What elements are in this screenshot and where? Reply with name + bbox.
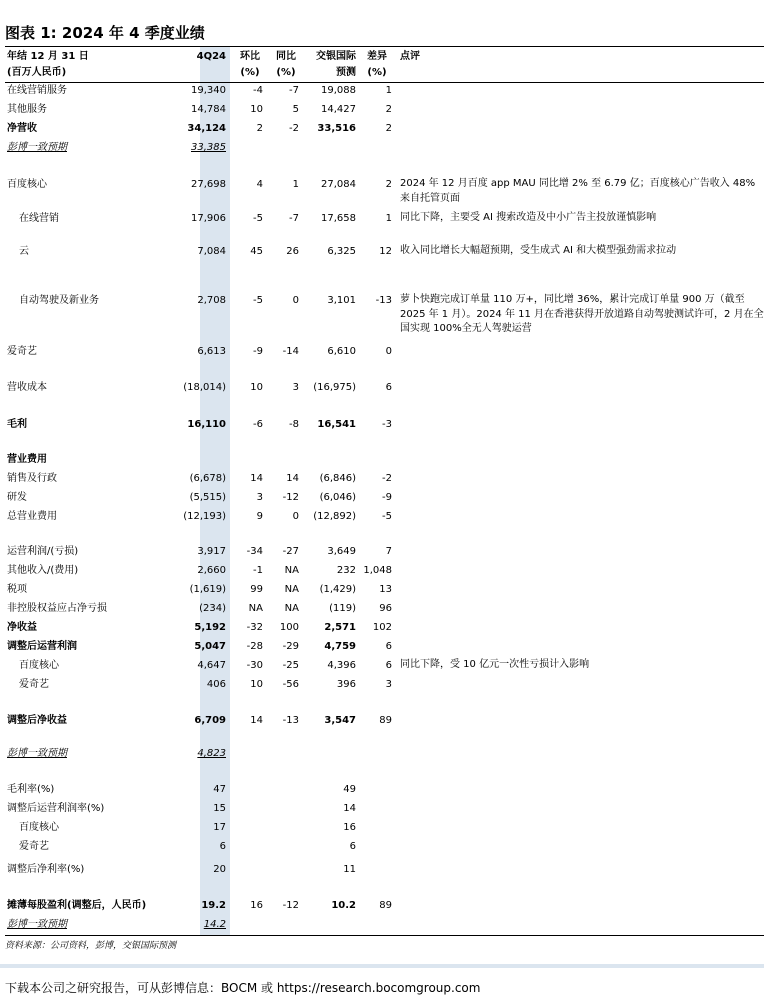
cell-qoq: -5: [253, 213, 263, 224]
cell-yoy: NA: [284, 603, 299, 614]
row-label: 彭博一致预期: [7, 919, 67, 930]
cell-yoy: -2: [289, 123, 299, 134]
cell-yoy: 1: [292, 179, 299, 190]
header-diff-unit: (%): [367, 67, 387, 78]
row-label: 其他服务: [7, 104, 47, 115]
cell-4q24: 27,698: [191, 179, 226, 190]
cell-diff: 6: [385, 382, 392, 393]
cell-qoq: 10: [250, 382, 263, 393]
cell-bocom-est: 14: [343, 803, 356, 814]
cell-diff: 1,048: [363, 565, 392, 576]
row-label: 调整后运营利润率(%): [7, 803, 105, 814]
cell-4q24: 19,340: [191, 85, 226, 96]
cell-diff: 13: [379, 584, 392, 595]
cell-diff: 1: [385, 85, 392, 96]
cell-4q24: (6,678): [189, 473, 226, 484]
cell-bocom-est: 14,427: [321, 104, 356, 115]
cell-yoy: 0: [292, 295, 299, 306]
table-row: [0, 839, 764, 855]
table-row: [0, 471, 764, 487]
cell-4q24: 5,192: [194, 622, 226, 633]
row-label: 在线营销服务: [7, 85, 67, 96]
cell-4q24: 14,784: [191, 104, 226, 115]
cell-yoy: -7: [289, 213, 299, 224]
table-row: [0, 801, 764, 817]
cell-diff: -13: [375, 295, 392, 306]
table-row: [0, 862, 764, 878]
row-label: 爱奇艺: [7, 346, 37, 357]
header-label-line2: (百万人民币): [7, 67, 67, 78]
row-label: 营业费用: [7, 454, 47, 465]
cell-diff: 3: [385, 679, 392, 690]
cell-diff: 2: [385, 123, 392, 134]
cell-4q24: 7,084: [197, 246, 226, 257]
cell-4q24: 6: [219, 841, 226, 852]
cell-bocom-est: 17,658: [321, 213, 356, 224]
table-row: [0, 639, 764, 655]
cell-diff: 12: [379, 246, 392, 257]
header-qoq: 环比: [240, 51, 260, 62]
cell-yoy: 5: [292, 104, 299, 115]
cell-qoq: -4: [253, 85, 263, 96]
cell-yoy: -56: [282, 679, 299, 690]
cell-bocom-est: 19,088: [321, 85, 356, 96]
table-row: [0, 677, 764, 693]
row-label: 运营利润/(亏损): [7, 546, 79, 557]
row-label: 彭博一致预期: [7, 142, 67, 153]
cell-yoy: 14: [286, 473, 299, 484]
cell-4q24: 5,047: [194, 641, 226, 652]
cell-4q24: 406: [206, 679, 226, 690]
cell-bocom-est: 232: [336, 565, 356, 576]
cell-diff: 2: [385, 104, 392, 115]
cell-qoq: 10: [250, 104, 263, 115]
cell-bocom-est: 6: [349, 841, 356, 852]
cell-diff: 2: [385, 179, 392, 190]
cell-qoq: 10: [250, 679, 263, 690]
cell-comment: 萝卜快跑完成订单量 110 万+，同比增 36%，累计完成订单量 900 万（截至 2025 年 1 月）。2024 年 11 月在香港获得开放道路自动驾驶测试许可，2 月在全国实现 100%全无人驾驶运营: [400, 294, 764, 334]
cell-4q24: 4,823: [197, 748, 226, 759]
row-label: 销售及行政: [7, 473, 57, 484]
cell-bocom-est: 6,325: [327, 246, 356, 257]
table-row: [0, 140, 764, 156]
table-row: [0, 490, 764, 506]
cell-qoq: -32: [246, 622, 263, 633]
row-label: 调整后运营利润: [7, 641, 77, 652]
cell-bocom-est: 33,516: [317, 123, 356, 134]
header-bocom-est: 交银国际: [316, 51, 356, 62]
row-label: 摊薄每股盈利(调整后，人民币): [7, 900, 147, 911]
row-label: 爱奇艺: [19, 679, 49, 690]
row-label: 其他收入/(费用): [7, 565, 79, 576]
source-note: 资料来源：公司资料，彭博，交银国际预测: [5, 941, 177, 951]
header-bocom-est-2: 预测: [336, 67, 356, 78]
cell-bocom-est: (6,046): [319, 492, 356, 503]
table-row: [0, 898, 764, 914]
cell-qoq: 4: [256, 179, 263, 190]
cell-yoy: NA: [284, 584, 299, 595]
cell-4q24: (5,515): [189, 492, 226, 503]
cell-diff: 0: [385, 346, 392, 357]
table-row: [0, 83, 764, 99]
cell-4q24: (18,014): [183, 382, 226, 393]
cell-yoy: -12: [282, 492, 299, 503]
cell-diff: 102: [372, 622, 392, 633]
footer-bar: [0, 964, 764, 968]
cell-yoy: -25: [282, 660, 299, 671]
table-bottom-rule: [5, 935, 764, 936]
cell-4q24: (1,619): [189, 584, 226, 595]
cell-qoq: -28: [246, 641, 263, 652]
cell-yoy: -13: [282, 715, 299, 726]
cell-qoq: -34: [246, 546, 263, 557]
cell-bocom-est: 4,759: [324, 641, 356, 652]
cell-diff: -5: [382, 511, 392, 522]
cell-yoy: 100: [279, 622, 299, 633]
row-label: 彭博一致预期: [7, 748, 67, 759]
cell-4q24: 4,647: [197, 660, 226, 671]
cell-bocom-est: 16,541: [317, 419, 356, 430]
table-row: [0, 746, 764, 762]
cell-comment: 收入同比增长大幅超预期，受生成式 AI 和大模型强劲需求拉动: [400, 245, 677, 256]
cell-qoq: 16: [250, 900, 263, 911]
cell-bocom-est: 10.2: [331, 900, 356, 911]
cell-qoq: 3: [256, 492, 263, 503]
table-row: [0, 293, 764, 334]
cell-yoy: -29: [282, 641, 299, 652]
table-row: [0, 917, 764, 933]
cell-4q24: 6,613: [197, 346, 226, 357]
cell-qoq: -6: [253, 419, 263, 430]
row-label: 调整后净利率(%): [7, 864, 85, 875]
cell-bocom-est: (6,846): [319, 473, 356, 484]
cell-bocom-est: (119): [329, 603, 356, 614]
table-row: [0, 417, 764, 433]
cell-comment: 同比下降，主要受 AI 搜索改造及中小广告主投放谨慎影响: [400, 212, 657, 223]
table-row: [0, 211, 764, 227]
header-yoy-unit: (%): [276, 67, 296, 78]
cell-diff: 89: [379, 900, 392, 911]
table-row: [0, 601, 764, 617]
table-row: [0, 452, 764, 468]
cell-4q24: 6,709: [194, 715, 226, 726]
cell-4q24: 2,708: [197, 295, 226, 306]
cell-qoq: -9: [253, 346, 263, 357]
table-row: [0, 102, 764, 118]
cell-4q24: 33,385: [191, 142, 226, 153]
cell-diff: 96: [379, 603, 392, 614]
cell-bocom-est: 16: [343, 822, 356, 833]
table-row: [0, 244, 764, 260]
cell-yoy: NA: [284, 565, 299, 576]
cell-bocom-est: (12,892): [313, 511, 356, 522]
header-qoq-unit: (%): [240, 67, 260, 78]
table-row: [0, 620, 764, 636]
cell-4q24: 16,110: [187, 419, 226, 430]
cell-4q24: (234): [199, 603, 226, 614]
cell-qoq: -5: [253, 295, 263, 306]
cell-qoq: 99: [250, 584, 263, 595]
cell-bocom-est: (1,429): [319, 584, 356, 595]
cell-bocom-est: 49: [343, 784, 356, 795]
cell-bocom-est: 11: [343, 864, 356, 875]
cell-4q24: 2,660: [197, 565, 226, 576]
cell-4q24: 17,906: [191, 213, 226, 224]
table-top-rule: [5, 46, 764, 47]
cell-diff: 6: [385, 660, 392, 671]
footer-text: 下载本公司之研究报告，可从彭博信息：BOCM 或 https://research.bocomgroup.com: [5, 981, 481, 995]
header-4q24: 4Q24: [196, 51, 226, 62]
table-row: [0, 713, 764, 729]
header-comment: 点评: [400, 51, 420, 62]
figure-title: 图表 1: 2024 年 4 季度业绩: [5, 24, 205, 42]
cell-qoq: -30: [246, 660, 263, 671]
header-yoy: 同比: [276, 51, 296, 62]
cell-bocom-est: 3,547: [324, 715, 356, 726]
cell-comment: 2024 年 12 月百度 app MAU 同比增 2% 至 6.79 亿；百度核心广告收入 48%来自托管页面: [400, 178, 756, 204]
table-row: [0, 820, 764, 836]
cell-bocom-est: 3,649: [327, 546, 356, 557]
table-row: [0, 782, 764, 798]
row-label: 营收成本: [7, 382, 47, 393]
table-row: [0, 121, 764, 137]
cell-4q24: 19.2: [201, 900, 226, 911]
row-label: 毛利率(%): [7, 784, 55, 795]
cell-yoy: 0: [292, 511, 299, 522]
cell-4q24: 3,917: [197, 546, 226, 557]
cell-comment: 同比下降，受 10 亿元一次性亏损计入影响: [400, 659, 590, 670]
row-label: 净收益: [7, 622, 37, 633]
header-label-line1: 年结 12 月 31 日: [7, 51, 89, 62]
table-row: [0, 563, 764, 579]
table-row: [0, 544, 764, 560]
cell-yoy: -14: [282, 346, 299, 357]
cell-diff: -2: [382, 473, 392, 484]
cell-qoq: 45: [250, 246, 263, 257]
cell-4q24: (12,193): [183, 511, 226, 522]
cell-4q24: 34,124: [187, 123, 226, 134]
cell-4q24: 20: [213, 864, 226, 875]
row-label: 总营业费用: [7, 511, 57, 522]
cell-yoy: -8: [289, 419, 299, 430]
cell-bocom-est: 3,101: [327, 295, 356, 306]
cell-diff: 89: [379, 715, 392, 726]
row-label: 云: [19, 246, 29, 257]
cell-diff: -9: [382, 492, 392, 503]
row-label: 爱奇艺: [19, 841, 49, 852]
cell-bocom-est: 6,610: [327, 346, 356, 357]
cell-yoy: 26: [286, 246, 299, 257]
table-row: [0, 380, 764, 396]
cell-4q24: 14.2: [203, 919, 226, 930]
table-row: [0, 582, 764, 598]
cell-diff: 1: [385, 213, 392, 224]
row-label: 在线营销: [19, 213, 59, 224]
table-row: [0, 344, 764, 360]
cell-4q24: 47: [213, 784, 226, 795]
cell-4q24: 15: [213, 803, 226, 814]
header-diff: 差异: [367, 51, 387, 62]
cell-bocom-est: 396: [336, 679, 356, 690]
cell-diff: 6: [385, 641, 392, 652]
cell-qoq: 9: [256, 511, 263, 522]
cell-yoy: -27: [282, 546, 299, 557]
row-label: 百度核心: [19, 660, 59, 671]
cell-qoq: 14: [250, 473, 263, 484]
table-row: [0, 177, 764, 204]
cell-bocom-est: 2,571: [324, 622, 356, 633]
cell-bocom-est: 27,084: [321, 179, 356, 190]
table-row: [0, 658, 764, 674]
cell-4q24: 17: [213, 822, 226, 833]
cell-qoq: -1: [253, 565, 263, 576]
row-label: 毛利: [7, 419, 27, 430]
row-label: 税项: [7, 584, 27, 595]
cell-bocom-est: 4,396: [327, 660, 356, 671]
row-label: 百度核心: [19, 822, 59, 833]
cell-yoy: -12: [282, 900, 299, 911]
cell-qoq: 14: [250, 715, 263, 726]
cell-diff: -3: [382, 419, 392, 430]
cell-qoq: NA: [248, 603, 263, 614]
cell-yoy: 3: [292, 382, 299, 393]
row-label: 自动驾驶及新业务: [19, 295, 99, 306]
cell-yoy: -7: [289, 85, 299, 96]
cell-bocom-est: (16,975): [313, 382, 356, 393]
row-label: 调整后净收益: [7, 715, 67, 726]
cell-qoq: 2: [256, 123, 263, 134]
row-label: 研发: [7, 492, 27, 503]
table-row: [0, 509, 764, 525]
row-label: 百度核心: [7, 179, 47, 190]
cell-diff: 7: [385, 546, 392, 557]
row-label: 非控股权益应占净亏损: [7, 603, 107, 614]
row-label: 净营收: [7, 123, 37, 134]
